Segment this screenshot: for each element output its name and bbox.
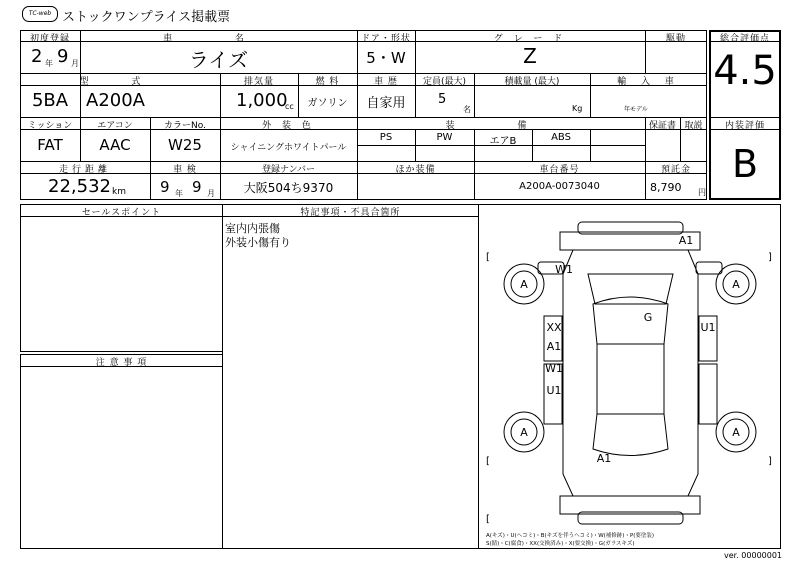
- insp-year-unit: 年: [175, 189, 183, 198]
- color-no-value: W25: [168, 136, 202, 154]
- right-mirror-shape: [696, 262, 722, 274]
- note-item: 室内内張傷: [225, 222, 280, 235]
- displacement-unit: cc: [285, 102, 294, 111]
- notes-panel: [222, 204, 479, 549]
- damage-mark: A1: [596, 452, 612, 465]
- equipment-item: エアB: [489, 136, 517, 147]
- label-total-score: 総合評価点: [719, 34, 770, 44]
- diagram-bracket: ]: [768, 456, 772, 467]
- logo: [22, 6, 58, 22]
- damage-mark: XX: [546, 321, 562, 334]
- label-inspection: 車 検: [173, 165, 197, 175]
- aircon-value: AAC: [99, 136, 131, 154]
- version-label: ver. 00000001: [724, 551, 783, 560]
- label-aircon: エアコン: [97, 121, 133, 131]
- label-mission: ミッション: [27, 121, 73, 131]
- insp-month-unit: 月: [207, 189, 215, 198]
- label-interior-score: 内装評価: [724, 121, 765, 131]
- load-unit: Kg: [572, 104, 583, 113]
- label-caution: 注 意 事 項: [95, 358, 148, 368]
- grade-value: Z: [523, 44, 537, 68]
- mission-value: FAT: [37, 136, 63, 154]
- diagram-bracket: ]: [768, 252, 772, 263]
- rear-bumper-shape: [560, 496, 700, 514]
- car-body-outline: [563, 250, 698, 496]
- label-sales-point: セールスポイント: [81, 208, 162, 218]
- label-vehicle-type: 車 歴: [374, 77, 398, 87]
- mileage-unit: km: [112, 187, 126, 197]
- label-chassis-no: 車台番号: [539, 165, 580, 175]
- sales-point-panel: [20, 204, 223, 352]
- model-prefix: 5BA: [31, 90, 69, 111]
- label-plate: 登録ナンバー: [262, 165, 315, 175]
- damage-mark: A: [520, 278, 528, 291]
- label-import: 輸 入 車: [617, 77, 680, 87]
- displacement-value: 1,000: [236, 90, 288, 111]
- capacity-value: 5: [438, 92, 447, 107]
- label-displacement: 排気量: [243, 77, 274, 87]
- damage-mark: U1: [700, 321, 716, 334]
- label-deposit: 預託金: [660, 165, 691, 175]
- diagram-bracket: [: [486, 514, 490, 525]
- label-exterior-color: 外 装 色: [262, 121, 315, 131]
- caution-panel: [20, 354, 223, 549]
- label-fuel: 燃 料: [315, 77, 340, 87]
- insp-year: 9: [160, 178, 170, 196]
- label-car-name: 車 名: [163, 34, 274, 44]
- car-name-value: ライズ: [188, 48, 249, 72]
- roof-shape: [597, 344, 664, 414]
- legend-line-1: A(キズ)・U(ヘコミ)・B(キズを伴うヘコミ)・W(補修跡)・P(要塗装): [486, 533, 655, 539]
- label-model: 型 式: [79, 77, 161, 87]
- damage-mark: W1: [545, 362, 563, 375]
- hood-shape: [588, 274, 673, 304]
- equipment-item: PS: [379, 132, 393, 143]
- total-score-value: 4.5: [713, 48, 777, 94]
- page-title: ストックワンプライス掲載票: [62, 10, 231, 25]
- label-door-shape: ドア・形状: [361, 34, 411, 44]
- label-warranty: 保証書: [648, 121, 676, 131]
- right-rear-door-shape: [699, 364, 717, 424]
- damage-mark: W1: [555, 263, 573, 276]
- damage-mark: U1: [546, 384, 562, 397]
- mileage-value: 22,532: [48, 176, 111, 197]
- plate-value: 大阪504ち9370: [243, 181, 334, 195]
- damage-mark: A1: [546, 340, 562, 353]
- label-capacity: 定員(最大): [422, 77, 467, 87]
- vehicle-type-value: 自家用: [366, 96, 406, 111]
- label-load: 積載量 (最大): [504, 77, 560, 87]
- insp-month: 9: [192, 178, 202, 196]
- door-shape-value: 5・W: [366, 49, 406, 67]
- diagram-bracket: [: [486, 252, 490, 263]
- note-item: 外装小傷有り: [225, 236, 291, 249]
- rear-glass-shape: [593, 414, 668, 456]
- damage-mark: G: [643, 311, 653, 324]
- damage-mark: A: [732, 426, 740, 439]
- label-color-no: カラーNo.: [164, 121, 206, 131]
- legend-line-2: S(錆)・C(腐食)・XX(交換済み)・X(要交換)・G(ガラスキズ): [486, 541, 635, 547]
- equipment-item: PW: [436, 132, 453, 143]
- damage-mark: A: [520, 426, 528, 439]
- label-equipment: 装 備: [445, 121, 557, 131]
- deposit-unit: 円: [698, 188, 706, 197]
- reg-month: 9: [57, 46, 69, 67]
- reg-year: 2: [31, 46, 43, 67]
- reg-month-unit: 月: [71, 59, 79, 68]
- diagram-bracket: [: [486, 456, 490, 467]
- equipment-item: ABS: [551, 132, 571, 143]
- import-unit: 年モデル: [624, 106, 648, 113]
- chassis-no-value: A200A-0073040: [519, 181, 600, 192]
- label-notes: 特記事項・不具合箇所: [300, 208, 401, 218]
- car-diagram: [478, 204, 781, 549]
- fuel-value: ガソリン: [307, 98, 348, 109]
- exterior-color-value: シャイニングホワイトパール: [230, 143, 347, 153]
- label-mileage: 走行距離: [58, 165, 111, 175]
- damage-mark: A1: [678, 234, 694, 247]
- label-other-equipment: ほか装備: [395, 165, 436, 175]
- label-manual: 取説: [684, 121, 703, 131]
- deposit-value: 8,790: [650, 181, 682, 194]
- interior-score-value: B: [731, 142, 759, 186]
- capacity-unit: 名: [463, 105, 471, 114]
- label-grade: グ レ ー ド: [493, 34, 567, 44]
- reg-year-unit: 年: [45, 59, 53, 68]
- model-value: A200A: [86, 90, 145, 111]
- label-first-reg: 初度登録: [29, 34, 70, 44]
- label-drive: 駆動: [665, 34, 686, 44]
- damage-mark: A: [732, 278, 740, 291]
- logo-text: TC-web: [28, 10, 52, 17]
